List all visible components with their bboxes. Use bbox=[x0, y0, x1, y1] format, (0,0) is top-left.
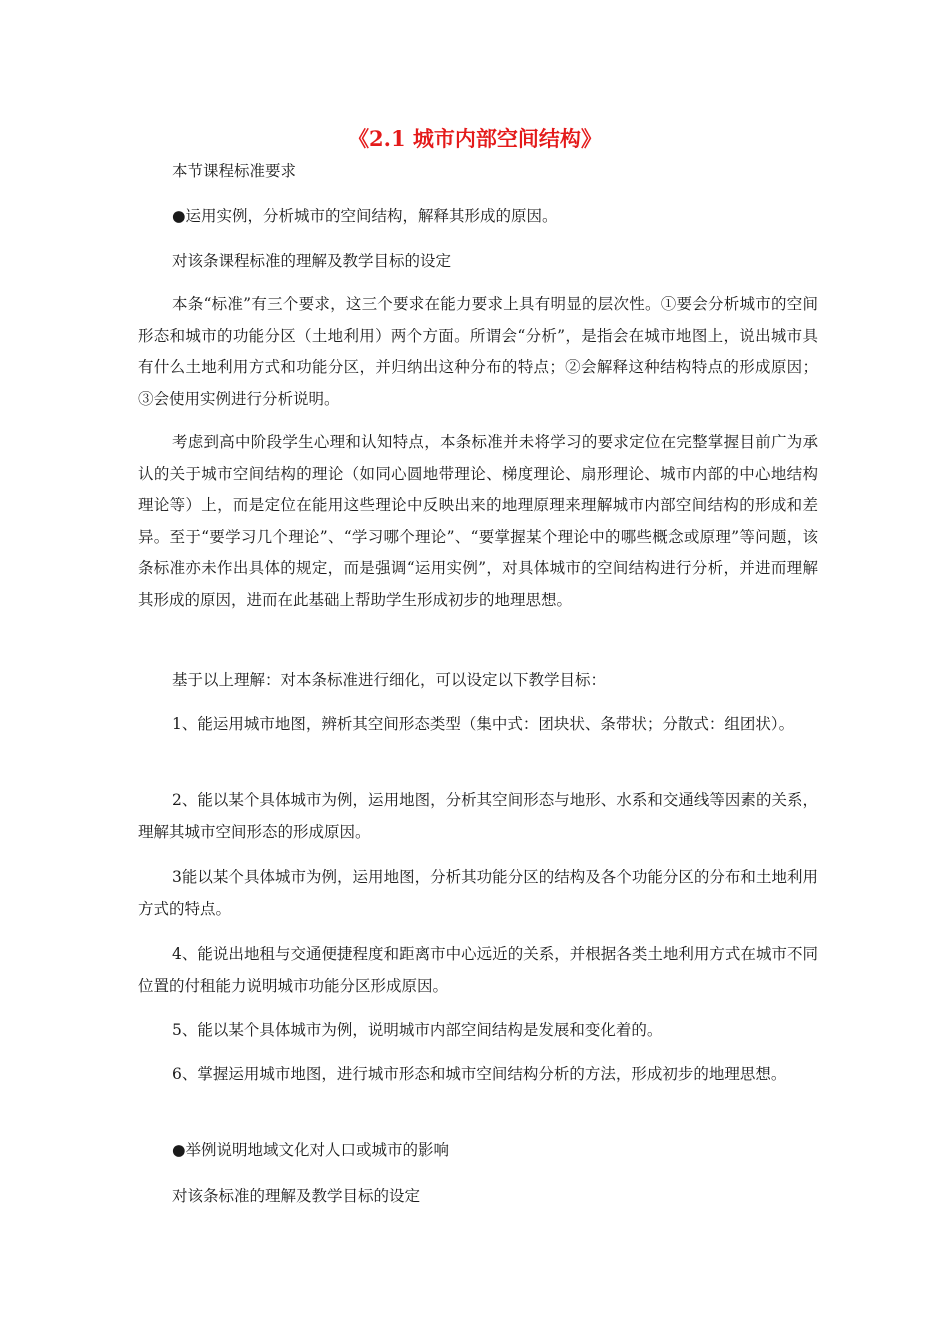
paragraph-cognitive-characteristics: 考虑到高中阶段学生心理和认知特点，本条标准并未将学习的要求定位在完整掌握目前广为承认的关于城市空间结构的理论（如同心圆地带理论、梯度理论、扇形理论、城市内部的中心地结构理论等）上，而是定位在能用这些理论中反映出来的地理原理来理解城市内部空间结构的形成和差异。至于“要学习几个理论”、“学习哪个理论”、“要掌握某个理论中的哪些概念或原理”等问题，该条标准亦未作出具体的规定，而是强调“运用实例”，对具体城市的空间结构进行分析，并进而理解其形成的原因，进而在此基础上帮助学生形成初步的地理思想。 bbox=[138, 433, 818, 609]
standard-bullet-2: ●举例说明地域文化对人口或城市的影响 bbox=[172, 1141, 450, 1159]
standard-bullet-1: ●运用实例，分析城市的空间结构，解释其形成的原因。 bbox=[172, 207, 558, 225]
objective-item-5: 5、能以某个具体城市为例，说明城市内部空间结构是发展和变化着的。 bbox=[172, 1021, 663, 1039]
section-heading-standard-requirements: 本节课程标准要求 bbox=[172, 162, 297, 180]
paragraph-three-requirements: 本条“标准”有三个要求，这三个要求在能力要求上具有明显的层次性。①要会分析城市的空间形态和城市的功能分区（土地利用）两个方面。所谓会“分析”，是指会在城市地图上，说出城市具有什么土地利用方式和功能分区，并归纳出这种分布的特点；②会解释这种结构特点的形成原因；③会使用实例进行分析说明。 bbox=[138, 295, 818, 408]
section-heading-understanding-1: 对该条课程标准的理解及教学目标的设定 bbox=[172, 252, 452, 270]
document-title: 《2.1 城市内部空间结构》 bbox=[348, 126, 602, 151]
objective-item-1: 1、能运用城市地图，辨析其空间形态类型（集中式：团块状、条带状；分散式：组团状）。 bbox=[172, 715, 795, 733]
objective-item-3: 3能以某个具体城市为例，运用地图，分析其功能分区的结构及各个功能分区的分布和土地利用方式的特点。 bbox=[138, 868, 818, 918]
objective-item-6: 6、掌握运用城市地图，进行城市形态和城市空间结构分析的方法，形成初步的地理思想。 bbox=[172, 1065, 787, 1083]
objective-item-2: 2、能以某个具体城市为例，运用地图，分析其空间形态与地形、水系和交通线等因素的关系，理解其城市空间形态的形成原因。 bbox=[138, 791, 818, 841]
paragraph-objectives-intro: 基于以上理解：对本条标准进行细化，可以设定以下教学目标： bbox=[172, 671, 607, 689]
objective-item-4: 4、能说出地租与交通便捷程度和距离市中心远近的关系，并根据各类土地利用方式在城市不同位置的付租能力说明城市功能分区形成原因。 bbox=[138, 945, 818, 995]
section-heading-understanding-2: 对该条标准的理解及教学目标的设定 bbox=[172, 1187, 421, 1205]
